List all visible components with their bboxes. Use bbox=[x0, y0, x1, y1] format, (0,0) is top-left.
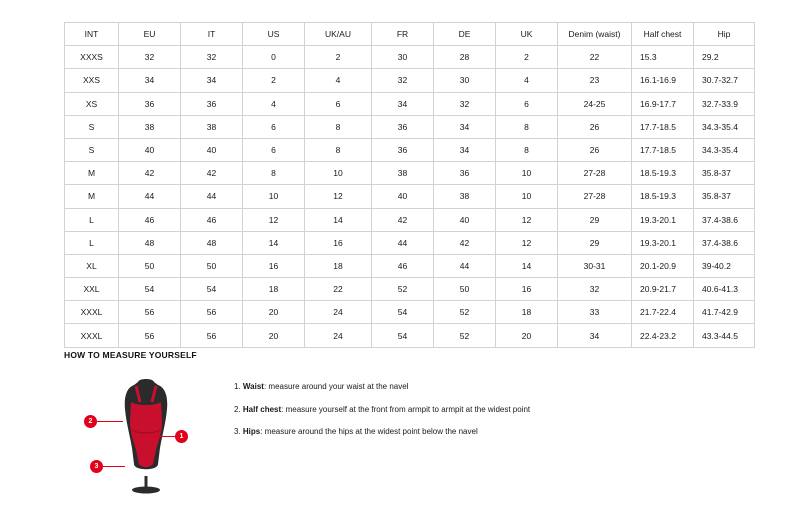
column-header-hip: Hip bbox=[694, 23, 755, 46]
measure-note-number: 2. bbox=[234, 404, 241, 414]
cell-hip: 43.3-44.5 bbox=[694, 324, 755, 347]
cell-uk: 12 bbox=[496, 208, 558, 231]
cell-us: 20 bbox=[243, 324, 305, 347]
cell-int: XXXL bbox=[65, 324, 119, 347]
cell-eu: 40 bbox=[119, 138, 181, 161]
cell-de: 32 bbox=[434, 92, 496, 115]
cell-uk: 16 bbox=[496, 278, 558, 301]
cell-denim-waist: 29 bbox=[558, 208, 632, 231]
cell-uk-au: 24 bbox=[305, 324, 372, 347]
cell-us: 16 bbox=[243, 254, 305, 277]
cell-denim-waist: 29 bbox=[558, 231, 632, 254]
cell-hip: 40.6-41.3 bbox=[694, 278, 755, 301]
cell-eu: 34 bbox=[119, 69, 181, 92]
measure-note-text: : measure yourself at the front from armpit to armpit at the widest point bbox=[281, 404, 531, 414]
table-row bbox=[65, 46, 755, 69]
waist-measure-line bbox=[150, 436, 176, 437]
cell-de: 50 bbox=[434, 278, 496, 301]
cell-it: 56 bbox=[181, 301, 243, 324]
size-chart-container bbox=[64, 22, 738, 348]
cell-fr: 52 bbox=[372, 278, 434, 301]
cell-de: 38 bbox=[434, 185, 496, 208]
cell-uk-au: 14 bbox=[305, 208, 372, 231]
cell-it: 54 bbox=[181, 278, 243, 301]
cell-de: 36 bbox=[434, 162, 496, 185]
cell-int: XL bbox=[65, 254, 119, 277]
table-row bbox=[65, 254, 755, 277]
mannequin-icon bbox=[118, 376, 174, 494]
cell-it: 44 bbox=[181, 185, 243, 208]
cell-us: 14 bbox=[243, 231, 305, 254]
cell-us: 8 bbox=[243, 162, 305, 185]
cell-int: XXXL bbox=[65, 301, 119, 324]
cell-int: M bbox=[65, 185, 119, 208]
cell-uk-au: 8 bbox=[305, 138, 372, 161]
table-row bbox=[65, 115, 755, 138]
cell-us: 6 bbox=[243, 115, 305, 138]
table-row bbox=[65, 301, 755, 324]
measure-notes-list bbox=[234, 370, 530, 450]
cell-hip: 30.7-32.7 bbox=[694, 69, 755, 92]
cell-it: 56 bbox=[181, 324, 243, 347]
cell-hip: 35.8-37 bbox=[694, 185, 755, 208]
cell-denim-waist: 26 bbox=[558, 138, 632, 161]
cell-denim-waist: 22 bbox=[558, 46, 632, 69]
cell-us: 20 bbox=[243, 301, 305, 324]
cell-half-chest: 15.3 bbox=[632, 46, 694, 69]
cell-fr: 30 bbox=[372, 46, 434, 69]
cell-hip: 37.4-38.6 bbox=[694, 231, 755, 254]
column-header-it: IT bbox=[181, 23, 243, 46]
cell-it: 42 bbox=[181, 162, 243, 185]
cell-uk: 8 bbox=[496, 138, 558, 161]
cell-fr: 38 bbox=[372, 162, 434, 185]
cell-fr: 42 bbox=[372, 208, 434, 231]
cell-uk-au: 10 bbox=[305, 162, 372, 185]
cell-fr: 46 bbox=[372, 254, 434, 277]
cell-int: XXS bbox=[65, 69, 119, 92]
cell-de: 28 bbox=[434, 46, 496, 69]
column-header-uk: UK bbox=[496, 23, 558, 46]
cell-denim-waist: 24-25 bbox=[558, 92, 632, 115]
table-row bbox=[65, 208, 755, 231]
cell-de: 40 bbox=[434, 208, 496, 231]
hips-measure-line bbox=[103, 466, 125, 467]
cell-int: XXL bbox=[65, 278, 119, 301]
cell-uk: 18 bbox=[496, 301, 558, 324]
cell-eu: 32 bbox=[119, 46, 181, 69]
cell-hip: 37.4-38.6 bbox=[694, 208, 755, 231]
column-header-int: INT bbox=[65, 23, 119, 46]
measure-note-number: 1. bbox=[234, 382, 241, 391]
table-row bbox=[65, 278, 755, 301]
cell-eu: 38 bbox=[119, 115, 181, 138]
table-row bbox=[65, 324, 755, 347]
how-to-measure-section bbox=[64, 350, 734, 500]
measure-note-hips bbox=[234, 427, 530, 437]
cell-half-chest: 18.5-19.3 bbox=[632, 162, 694, 185]
cell-it: 40 bbox=[181, 138, 243, 161]
table-row bbox=[65, 69, 755, 92]
cell-half-chest: 20.1-20.9 bbox=[632, 254, 694, 277]
cell-uk-au: 6 bbox=[305, 92, 372, 115]
cell-de: 52 bbox=[434, 301, 496, 324]
cell-uk: 8 bbox=[496, 115, 558, 138]
cell-half-chest: 16.1-16.9 bbox=[632, 69, 694, 92]
cell-it: 36 bbox=[181, 92, 243, 115]
cell-half-chest: 17.7-18.5 bbox=[632, 138, 694, 161]
table-row bbox=[65, 185, 755, 208]
cell-denim-waist: 30-31 bbox=[558, 254, 632, 277]
mannequin-illustration bbox=[82, 370, 212, 500]
cell-denim-waist: 27-28 bbox=[558, 185, 632, 208]
measure-note-waist bbox=[234, 382, 530, 392]
cell-uk-au: 16 bbox=[305, 231, 372, 254]
cell-denim-waist: 34 bbox=[558, 324, 632, 347]
cell-int: XS bbox=[65, 92, 119, 115]
marker-1-waist: 1 bbox=[175, 430, 188, 443]
cell-uk-au: 12 bbox=[305, 185, 372, 208]
measure-note-half-chest bbox=[234, 405, 530, 415]
column-header-us: US bbox=[243, 23, 305, 46]
cell-eu: 48 bbox=[119, 231, 181, 254]
cell-hip: 32.7-33.9 bbox=[694, 92, 755, 115]
cell-uk: 10 bbox=[496, 185, 558, 208]
cell-eu: 56 bbox=[119, 324, 181, 347]
column-header-denim-waist: Denim (waist) bbox=[558, 23, 632, 46]
cell-fr: 54 bbox=[372, 324, 434, 347]
cell-half-chest: 18.5-19.3 bbox=[632, 185, 694, 208]
cell-uk: 14 bbox=[496, 254, 558, 277]
cell-half-chest: 21.7-22.4 bbox=[632, 301, 694, 324]
cell-eu: 44 bbox=[119, 185, 181, 208]
cell-hip: 39-40.2 bbox=[694, 254, 755, 277]
table-header-row bbox=[65, 23, 755, 46]
cell-us: 12 bbox=[243, 208, 305, 231]
cell-us: 10 bbox=[243, 185, 305, 208]
cell-us: 6 bbox=[243, 138, 305, 161]
cell-uk-au: 18 bbox=[305, 254, 372, 277]
cell-it: 32 bbox=[181, 46, 243, 69]
cell-denim-waist: 33 bbox=[558, 301, 632, 324]
cell-int: S bbox=[65, 115, 119, 138]
cell-uk-au: 4 bbox=[305, 69, 372, 92]
cell-int: XXXS bbox=[65, 46, 119, 69]
column-header-de: DE bbox=[434, 23, 496, 46]
cell-de: 34 bbox=[434, 115, 496, 138]
column-header-fr: FR bbox=[372, 23, 434, 46]
cell-hip: 34.3-35.4 bbox=[694, 115, 755, 138]
cell-fr: 54 bbox=[372, 301, 434, 324]
measure-note-text: : measure around the hips at the widest point below the navel bbox=[260, 427, 478, 437]
cell-half-chest: 19.3-20.1 bbox=[632, 231, 694, 254]
cell-eu: 54 bbox=[119, 278, 181, 301]
cell-half-chest: 16.9-17.7 bbox=[632, 92, 694, 115]
column-header-uk-au: UK/AU bbox=[305, 23, 372, 46]
cell-us: 2 bbox=[243, 69, 305, 92]
cell-half-chest: 20.9-21.7 bbox=[632, 278, 694, 301]
cell-uk-au: 2 bbox=[305, 46, 372, 69]
cell-eu: 46 bbox=[119, 208, 181, 231]
cell-denim-waist: 32 bbox=[558, 278, 632, 301]
table-row bbox=[65, 231, 755, 254]
cell-it: 48 bbox=[181, 231, 243, 254]
cell-uk-au: 22 bbox=[305, 278, 372, 301]
cell-eu: 36 bbox=[119, 92, 181, 115]
cell-hip: 35.8-37 bbox=[694, 162, 755, 185]
cell-eu: 50 bbox=[119, 254, 181, 277]
cell-de: 44 bbox=[434, 254, 496, 277]
cell-fr: 32 bbox=[372, 69, 434, 92]
measure-note-term: Hips bbox=[242, 427, 261, 437]
measure-note-term: Half chest bbox=[242, 404, 282, 414]
half-chest-measure-line bbox=[97, 421, 123, 422]
cell-int: L bbox=[65, 231, 119, 254]
cell-fr: 40 bbox=[372, 185, 434, 208]
cell-fr: 44 bbox=[372, 231, 434, 254]
cell-int: L bbox=[65, 208, 119, 231]
cell-it: 46 bbox=[181, 208, 243, 231]
cell-uk-au: 24 bbox=[305, 301, 372, 324]
cell-de: 30 bbox=[434, 69, 496, 92]
cell-it: 50 bbox=[181, 254, 243, 277]
column-header-eu: EU bbox=[119, 23, 181, 46]
cell-uk: 20 bbox=[496, 324, 558, 347]
cell-uk: 4 bbox=[496, 69, 558, 92]
cell-uk: 2 bbox=[496, 46, 558, 69]
cell-de: 42 bbox=[434, 231, 496, 254]
marker-3-hips: 3 bbox=[90, 460, 103, 473]
cell-de: 52 bbox=[434, 324, 496, 347]
cell-int: M bbox=[65, 162, 119, 185]
cell-hip: 34.3-35.4 bbox=[694, 138, 755, 161]
cell-fr: 36 bbox=[372, 138, 434, 161]
how-to-measure-title: HOW TO MEASURE YOURSELF bbox=[64, 350, 197, 360]
cell-de: 34 bbox=[434, 138, 496, 161]
cell-eu: 42 bbox=[119, 162, 181, 185]
measure-note-text: : measure around your waist at the navel bbox=[263, 382, 409, 391]
cell-it: 38 bbox=[181, 115, 243, 138]
table-row bbox=[65, 162, 755, 185]
cell-denim-waist: 27-28 bbox=[558, 162, 632, 185]
table-row bbox=[65, 92, 755, 115]
cell-us: 0 bbox=[243, 46, 305, 69]
cell-half-chest: 17.7-18.5 bbox=[632, 115, 694, 138]
cell-denim-waist: 23 bbox=[558, 69, 632, 92]
cell-uk: 12 bbox=[496, 231, 558, 254]
marker-2-half-chest: 2 bbox=[84, 415, 97, 428]
cell-us: 18 bbox=[243, 278, 305, 301]
cell-int: S bbox=[65, 138, 119, 161]
cell-fr: 36 bbox=[372, 115, 434, 138]
cell-hip: 41.7-42.9 bbox=[694, 301, 755, 324]
measure-note-term: Waist bbox=[242, 382, 264, 391]
size-chart-table bbox=[64, 22, 755, 348]
cell-uk: 6 bbox=[496, 92, 558, 115]
cell-hip: 29.2 bbox=[694, 46, 755, 69]
how-to-measure-body bbox=[64, 370, 734, 500]
cell-uk-au: 8 bbox=[305, 115, 372, 138]
cell-half-chest: 22.4-23.2 bbox=[632, 324, 694, 347]
cell-it: 34 bbox=[181, 69, 243, 92]
cell-uk: 10 bbox=[496, 162, 558, 185]
cell-eu: 56 bbox=[119, 301, 181, 324]
cell-us: 4 bbox=[243, 92, 305, 115]
table-row bbox=[65, 138, 755, 161]
measure-note-number: 3. bbox=[234, 427, 241, 437]
cell-denim-waist: 26 bbox=[558, 115, 632, 138]
cell-half-chest: 19.3-20.1 bbox=[632, 208, 694, 231]
cell-fr: 34 bbox=[372, 92, 434, 115]
table-body bbox=[65, 46, 755, 347]
column-header-half-chest: Half chest bbox=[632, 23, 694, 46]
